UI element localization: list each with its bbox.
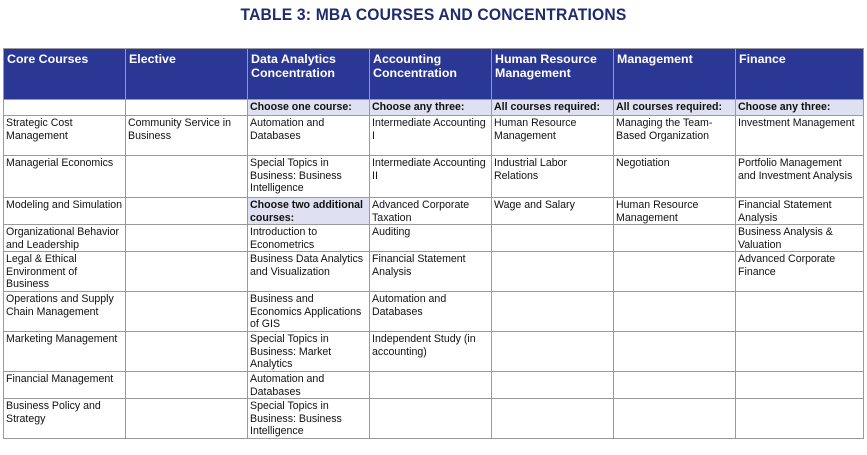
- table-cell: [492, 372, 614, 399]
- header-core-courses: Core Courses: [4, 49, 126, 100]
- header-human-resource: Human Resource Management: [492, 49, 614, 100]
- table-cell: Organizational Behavior and Leadership: [4, 225, 126, 252]
- table-title: TABLE 3: MBA COURSES AND CONCENTRATIONS: [240, 5, 627, 24]
- header-management: Management: [614, 49, 736, 100]
- table-cell: Wage and Salary: [492, 198, 614, 225]
- table-cell: Managing the Team-Based Organization: [614, 116, 736, 156]
- table-cell: Financial Statement Analysis: [370, 252, 492, 292]
- table-cell: Auditing: [370, 225, 492, 252]
- table-cell: [736, 399, 864, 439]
- table-cell: Managerial Economics: [4, 156, 126, 198]
- table-cell: Human Resource Management: [492, 116, 614, 156]
- table-cell: Negotiation: [614, 156, 736, 198]
- subheader-management: All courses required:: [614, 100, 736, 116]
- table-cell: [126, 332, 248, 372]
- table-row: [4, 332, 864, 372]
- table-row: [4, 198, 864, 225]
- subheader-data-analytics-additional: Choose two additional courses:: [248, 198, 370, 225]
- table-cell: [492, 399, 614, 439]
- table-cell: Intermediate Accounting II: [370, 156, 492, 198]
- table-cell: Advanced Corporate Taxation: [370, 198, 492, 225]
- table-cell: Marketing Management: [4, 332, 126, 372]
- table-cell: Special Topics in Business: Market Analytics: [248, 332, 370, 372]
- subheader-accounting: Choose any three:: [370, 100, 492, 116]
- subheader-human-resource: All courses required:: [492, 100, 614, 116]
- header-row: [4, 49, 864, 100]
- table-cell: Portfolio Management and Investment Analysis: [736, 156, 864, 198]
- table-cell: [370, 372, 492, 399]
- table-cell: [614, 372, 736, 399]
- table-cell: [492, 292, 614, 332]
- table-row: [4, 116, 864, 156]
- header-accounting: Accounting Concentration: [370, 49, 492, 100]
- table-row: [4, 225, 864, 252]
- table-cell: Investment Management: [736, 116, 864, 156]
- table-cell: [126, 399, 248, 439]
- table-cell: Special Topics in Business: Business Intelligence: [248, 399, 370, 439]
- table-cell: Independent Study (in accounting): [370, 332, 492, 372]
- table-cell: [492, 225, 614, 252]
- table-cell: Business Data Analytics and Visualization: [248, 252, 370, 292]
- table-cell: [126, 156, 248, 198]
- table-cell: Business and Economics Applications of GIS: [248, 292, 370, 332]
- table-cell: Financial Statement Analysis: [736, 198, 864, 225]
- table-cell: Modeling and Simulation: [4, 198, 126, 225]
- table-cell: [614, 225, 736, 252]
- table-row: [4, 399, 864, 439]
- table-cell: Introduction to Econometrics: [248, 225, 370, 252]
- table-row: [4, 372, 864, 399]
- table-cell: Strategic Cost Management: [4, 116, 126, 156]
- table-cell: [736, 372, 864, 399]
- table-cell: Automation and Databases: [248, 116, 370, 156]
- table-row: [4, 252, 864, 292]
- subheader-core: [4, 100, 126, 116]
- table-cell: [126, 372, 248, 399]
- table-cell: Industrial Labor Relations: [492, 156, 614, 198]
- table-cell: Financial Management: [4, 372, 126, 399]
- table-cell: Business Analysis & Valuation: [736, 225, 864, 252]
- table-cell: [126, 292, 248, 332]
- header-elective: Elective: [126, 49, 248, 100]
- table-cell: Legal & Ethical Environment of Business: [4, 252, 126, 292]
- table-cell: [614, 332, 736, 372]
- table-cell: Human Resource Management: [614, 198, 736, 225]
- subheader-finance: Choose any three:: [736, 100, 864, 116]
- table-cell: [492, 332, 614, 372]
- table-cell: [736, 292, 864, 332]
- table-cell: Automation and Databases: [370, 292, 492, 332]
- table-cell: [370, 399, 492, 439]
- table-row: [4, 292, 864, 332]
- courses-table: [3, 48, 864, 439]
- table-cell: [736, 332, 864, 372]
- table-cell: [614, 399, 736, 439]
- table-cell: [126, 198, 248, 225]
- table-cell: Advanced Corporate Finance: [736, 252, 864, 292]
- table-cell: Business Policy and Strategy: [4, 399, 126, 439]
- table-cell: [126, 252, 248, 292]
- table-row: [4, 156, 864, 198]
- header-finance: Finance: [736, 49, 864, 100]
- table-cell: Automation and Databases: [248, 372, 370, 399]
- table-cell: Special Topics in Business: Business Intelligence: [248, 156, 370, 198]
- table-cell: [614, 252, 736, 292]
- table-cell: Operations and Supply Chain Management: [4, 292, 126, 332]
- table-cell: [492, 252, 614, 292]
- table-cell: [126, 225, 248, 252]
- subheader-row: [4, 100, 864, 116]
- table-cell: [614, 292, 736, 332]
- header-data-analytics: Data Analytics Concentration: [248, 49, 370, 100]
- subheader-data-analytics: Choose one course:: [248, 100, 370, 116]
- subheader-elective: [126, 100, 248, 116]
- table-cell: Intermediate Accounting I: [370, 116, 492, 156]
- table-cell: Community Service in Business: [126, 116, 248, 156]
